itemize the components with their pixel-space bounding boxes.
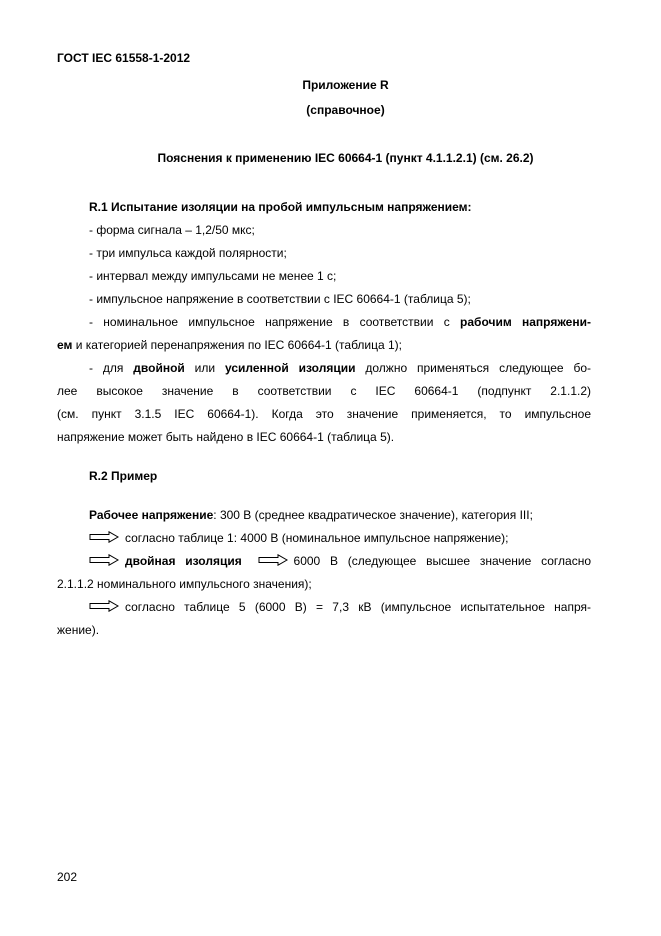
list-item: - три импульса каждой полярности;: [89, 246, 287, 260]
text-run: или: [184, 361, 225, 375]
text-run: 6000 В (следующее высшее значение согласно: [293, 554, 591, 568]
term-reinforced-insulation: усиленной изоляции: [224, 361, 356, 375]
text-run: согласно таблице 5 (6000 В) = 7,3 кВ (импульсное испытательное напря-: [125, 600, 591, 614]
list-item: - импульсное напряжение в соответствии с IEC 60664-1 (таблица 5);: [89, 292, 471, 306]
term-working-voltage: рабочим напряжени-: [460, 315, 591, 329]
nominal-voltage-line-2: [57, 334, 591, 357]
example-line-3-cont: жение).: [57, 623, 100, 637]
list-item: - интервал между импульсами не менее 1 с;: [89, 269, 337, 283]
example-line-3: [57, 596, 591, 619]
term-working-voltage-end: ем: [57, 338, 73, 352]
section-r2-heading: R.2 Пример: [89, 469, 158, 483]
document-body: [57, 196, 591, 642]
text-run: : 300 В (среднее квадратическое значение), категория III;: [213, 508, 533, 522]
section-main-title: Пояснения к применению IEC 60664-1 (пункт 4.1.1.2.1) (см. 26.2): [157, 151, 534, 165]
double-insulation-line-2: лее высокое значение в соответствии с IEC 60664-1 (подпункт 2.1.1.2): [57, 384, 591, 398]
double-insulation-line-3: (см. пункт 3.1.5 IEC 60664-1). Когда это значение применяется, то импульсное: [57, 407, 591, 421]
double-insulation-line-1: [57, 357, 591, 380]
appendix-subtitle: (справочное): [306, 103, 385, 117]
text-run: должно применяться следующее бо-: [355, 361, 592, 375]
term-double: двойной: [133, 361, 185, 375]
example-line-2: [57, 550, 591, 573]
arrow-right-icon: [258, 554, 288, 566]
working-voltage-line: [57, 504, 591, 527]
arrow-right-icon: [89, 600, 119, 612]
text-run: согласно таблице 1: 4000 В (номинальное импульсное напряжение);: [125, 531, 509, 545]
document-code: ГОСТ IEC 61558-1-2012: [57, 51, 191, 65]
arrow-right-icon: [89, 531, 119, 543]
text-run: и категорией перенапряжения по IEC 60664-1 (таблица 1);: [72, 338, 403, 352]
page-number: 202: [57, 870, 78, 884]
section-r1-heading: R.1 Испытание изоляции на пробой импульсным напряжением:: [89, 200, 472, 214]
text-run: - для: [89, 361, 134, 375]
example-line-1: [57, 527, 591, 550]
example-line-2-cont: 2.1.1.2 номинального импульсного значения);: [57, 577, 312, 591]
text-run: - номинальное импульсное напряжение в соответствии с: [89, 315, 461, 329]
arrow-right-icon: [89, 554, 119, 566]
term-double-insulation: двойная изоляция: [125, 554, 242, 568]
nominal-voltage-line-1: [57, 311, 591, 334]
list-item: - форма сигнала – 1,2/50 мкс;: [89, 223, 255, 237]
term-working-voltage: Рабочее напряжение: [89, 508, 214, 522]
appendix-title: Приложение R: [302, 78, 389, 92]
double-insulation-line-4: напряжение может быть найдено в IEC 60664-1 (таблица 5).: [57, 430, 395, 444]
